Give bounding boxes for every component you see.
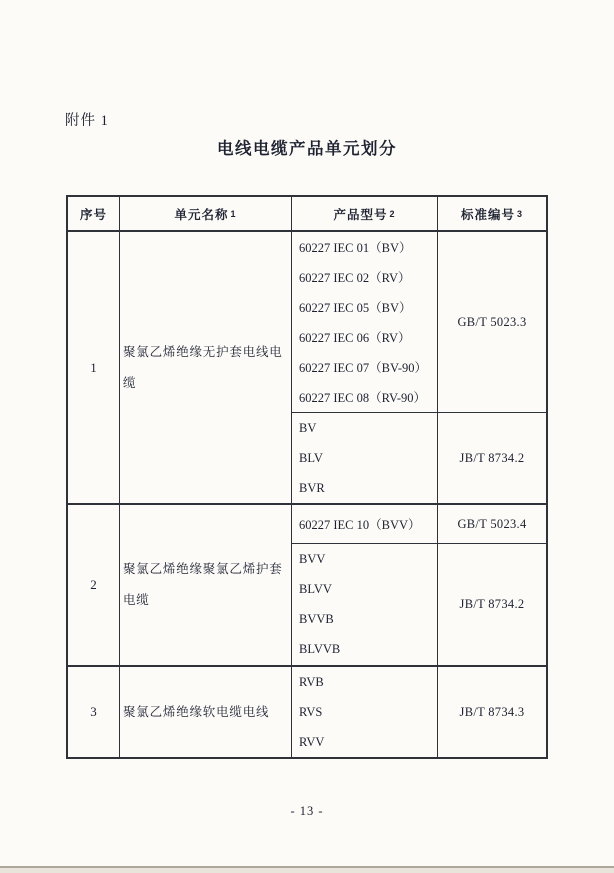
table-row xyxy=(68,503,546,665)
model-line: BLVVB xyxy=(299,642,341,656)
model-line: BVR xyxy=(299,480,325,495)
header-cell-seq: 序号 xyxy=(79,207,107,222)
header-cell-product-model xyxy=(291,197,437,230)
product-unit-table xyxy=(66,195,548,759)
model-group-cell xyxy=(291,413,437,503)
model-group xyxy=(291,232,546,412)
header-cell-standard-no xyxy=(437,197,546,230)
page-number: - 13 - xyxy=(290,804,324,818)
model-line: BVV xyxy=(299,552,326,566)
model-line: 60227 IEC 02（RV） xyxy=(299,271,411,285)
unit-name-cell: 聚氯乙烯绝缘软电缆电线 xyxy=(119,667,291,757)
model-group-cell xyxy=(291,667,437,757)
product-model-footnote-ref: 2 xyxy=(389,208,396,219)
model-line: BLV xyxy=(299,450,323,465)
standard-cell: JB/T 8734.2 xyxy=(437,544,546,665)
document-title: 电线电缆产品单元划分 xyxy=(217,140,397,158)
model-line: BVVB xyxy=(299,612,334,626)
header-product-model-label: 产品型号 xyxy=(333,207,388,222)
model-line: 60227 IEC 07（BV-90） xyxy=(299,361,428,375)
standard-cell: JB/T 8734.2 xyxy=(437,413,546,503)
row-subgroups xyxy=(291,505,546,665)
model-line: BV xyxy=(299,420,317,435)
standard-cell: GB/T 5023.4 xyxy=(437,505,546,543)
model-line: BLVV xyxy=(299,582,332,596)
table-header-row xyxy=(68,197,546,230)
model-group xyxy=(291,412,546,503)
model-line: 60227 IEC 10（BVV） xyxy=(299,518,421,532)
model-group-cell xyxy=(291,232,437,412)
model-line: 60227 IEC 01（BV） xyxy=(299,241,412,255)
model-line: 60227 IEC 08（RV-90） xyxy=(299,391,427,405)
model-line: 60227 IEC 05（BV） xyxy=(299,301,412,315)
unit-name-cell: 聚氯乙烯绝缘聚氯乙烯护套电缆 xyxy=(119,505,291,665)
model-group-cell xyxy=(291,505,437,543)
model-group xyxy=(291,505,546,543)
header-cell-unit-name xyxy=(119,197,291,230)
page-bottom-strip xyxy=(0,868,614,873)
model-line: RVS xyxy=(299,704,323,719)
model-group xyxy=(291,667,546,757)
header-unit-name-label: 单元名称 xyxy=(174,207,229,222)
table-row xyxy=(68,665,546,757)
row-subgroups xyxy=(291,667,546,757)
standard-cell: GB/T 5023.3 xyxy=(437,232,546,412)
standard-cell: JB/T 8734.3 xyxy=(437,667,546,757)
attachment-label: 附件 1 xyxy=(65,113,109,129)
model-line: 60227 IEC 06（RV） xyxy=(299,331,411,345)
standard-no-footnote-ref: 3 xyxy=(517,208,524,219)
seq-cell: 3 xyxy=(90,704,97,719)
model-line: RVV xyxy=(299,734,325,749)
unit-name-cell: 聚氯乙烯绝缘无护套电线电缆 xyxy=(119,232,291,503)
seq-cell: 2 xyxy=(90,577,97,592)
model-group-cell xyxy=(291,544,437,665)
table-row xyxy=(68,230,546,503)
row-subgroups xyxy=(291,232,546,503)
header-standard-no-label: 标准编号 xyxy=(460,207,515,222)
model-group xyxy=(291,543,546,665)
seq-cell: 1 xyxy=(90,359,97,375)
model-line: RVB xyxy=(299,674,324,689)
unit-name-footnote-ref: 1 xyxy=(230,208,237,219)
